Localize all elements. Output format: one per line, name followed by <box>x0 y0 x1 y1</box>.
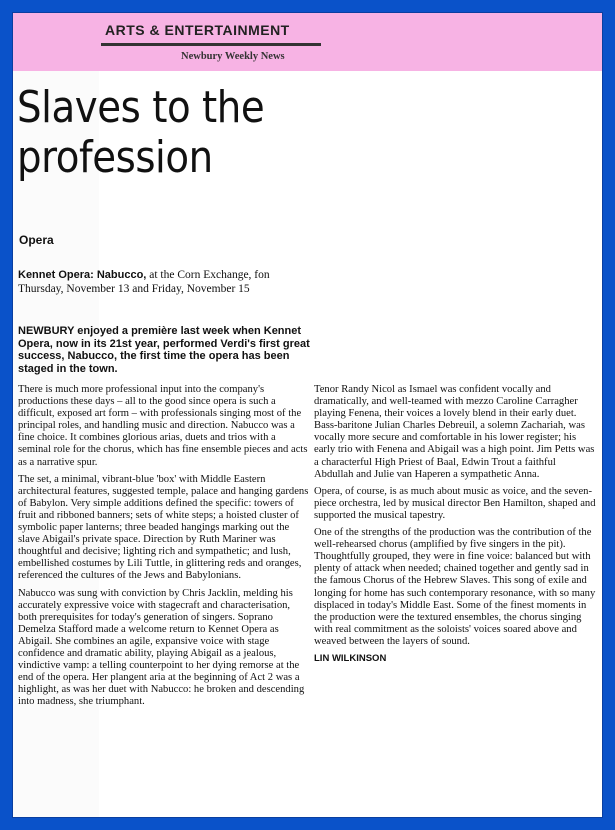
body-paragraph: One of the strengths of the production was the contribution of the well-rehearsed chorus (amplified by five singers in the pit). Thoughtfully grouped, they were in fine voice: balanced but with plenty of attack when needed; chained together and gently sad in the famous Chorus of the Hebrew Slaves. This song of exile and longing for home has such contemporary resonance, with so many displaced in today's Middle East. Some of the finest moments in the production were the textured ensembles, the chorus singing with real commitment as the soloists' voices soared above and weaved between the layers of sound. <box>314 527 596 647</box>
publisher-name: Newbury Weekly News <box>181 51 285 62</box>
body-paragraph: Opera, of course, is as much about music as voice, and the seven-piece orchestra, led by musical director Ben Hamilton, shaped and supported the musical tapestry. <box>314 485 596 521</box>
body-paragraph: Nabucco was sung with conviction by Chris Jacklin, melding his accurately expressive voice with stagecraft and characterisation, both prerequisites for today's generation of singers. Soprano Demelza Stafford made a welcome return to Kennet Opera as Abigail. She combines an agile, expansive voice with stage confidence and dramatic ability, playing Abigail as a jealous, vindictive vamp: a telling counterpoint to her dying remorse at the end of the opera. Her plangent aria at the beginning of Act 2 was a highlight, as was her duet with Nabucco: he broken and descending into madness, she triumphant. <box>18 587 305 708</box>
category-label: Opera <box>19 233 54 247</box>
intro-paragraph: NEWBURY enjoyed a première last week when Kennet Opera, now in its 21st year, performed Verdi's first great success, Nabucco, the first time the opera has been staged in the town. <box>18 325 310 375</box>
headline-line-1: Slaves to the <box>17 82 265 133</box>
event-listing <box>18 268 308 296</box>
body-paragraph: There is much more professional input into the company's productions these days – all to the good since opera is such a difficult, exposed art form – with professionals singing most of the principal roles, and handling music and direction. Nabucco was a fine choice. It combines glorious arias, duets and trios with a seminal role for the chorus, which has fine ensemble pieces and acts as a narrative spur. <box>18 384 308 468</box>
section-rule <box>101 43 321 46</box>
byline: LIN WILKINSON <box>314 652 387 664</box>
body-paragraph: The set, a minimal, vibrant-blue 'box' with Middle Eastern architectural features, suggested temple, palace and hanging gardens of Babylon. Very simple additions defined the specific: towers of fruit and ribboned banners; sets of white steps; a hoisted cluster of symbolic paper lanterns; three beaded hangings marking out the slave Abigail's private space. Direction by Ruth Mariner was thoughtful and decisive; lighting rich and sympathetic; and lush, embellished costumes by Lili Tuttle, in glittering reds and oranges, referenced the cultures of the Jews and Babylonians. <box>18 473 309 582</box>
listing-details: at the Corn Exchange, fon Thursday, November 13 and Friday, November 15 <box>18 269 270 295</box>
section-label: ARTS & ENTERTAINMENT <box>105 22 290 38</box>
column-left <box>18 384 310 713</box>
body-paragraph: Tenor Randy Nicol as Ismael was confident vocally and dramatically, and well-teamed with mezzo Caroline Carragher playing Fenena, their voices a lovely blend in their early duet. Bass-baritone Julian Charles Debreuil, a solemn Zachariah, was vocally more secure and comfortable in his lower register; his early trio with Fenena and Abigail was a high point. Jim Petts was a characterful High Priest of Baal, Edwin Trout a faithful Abdullah and Julie van Haperen a sympathetic Anna. <box>314 384 595 480</box>
column-right <box>314 384 596 665</box>
headline-line-2: profession <box>17 132 213 183</box>
newspaper-clipping <box>13 13 602 817</box>
headline <box>17 83 299 183</box>
section-banner <box>13 13 602 71</box>
listing-title: Kennet Opera: Nabucco, <box>18 269 147 281</box>
